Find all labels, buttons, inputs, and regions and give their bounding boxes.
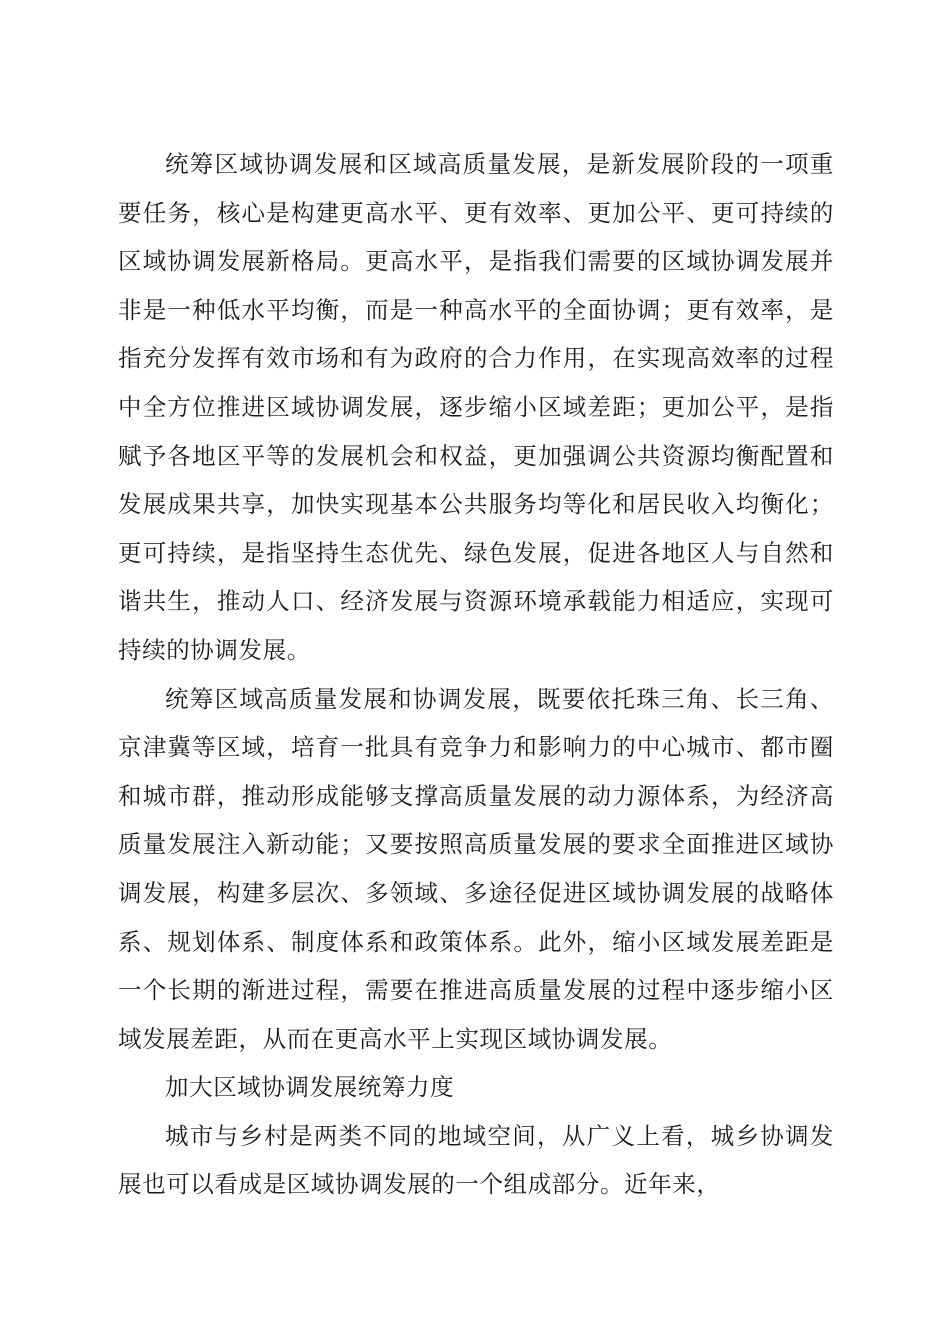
paragraph-1: 统筹区域协调发展和区域高质量发展，是新发展阶段的一项重要任务，核心是构建更高水平、更有效率、更加公平、更可持续的区域协调发展新格局。更高水平，是指我们需要的区域协调发展并非是一种低水平均衡，而是一种高水平的全面协调；更有效率，是指充分发挥有效市场和有为政府的合力作用，在实现高效率的过程中全方位推进区域协调发展，逐步缩小区域差距；更加公平，是指赋予各地区平等的发展机会和权益，更加强调公共资源均衡配置和发展成果共享，加快实现基本公共服务均等化和居民收入均衡化；更可持续，是指坚持生态优先、绿色发展，促进各地区人与自然和谐共生，推动人口、经济发展与资源环境承载能力相适应，实现可持续的协调发展。 bbox=[118, 150, 834, 664]
paragraph-2: 统筹区域高质量发展和协调发展，既要依托珠三角、长三角、京津冀等区域，培育一批具有竞争力和影响力的中心城市、都市圈和城市群，推动形成能够支撑高质量发展的动力源体系，为经济高质量发展注入新动能；又要按照高质量发展的要求全面推进区域协调发展，构建多层次、多领域、多途径促进区域协调发展的战略体系、规划体系、制度体系和政策体系。此外，缩小区域发展差距是一个长期的渐进过程，需要在推进高质量发展的过程中逐步缩小区域发展差距，从而在更高水平上实现区域协调发展。 bbox=[118, 684, 834, 1053]
paragraph-3: 城市与乡村是两类不同的地域空间，从广义上看，城乡协调发展也可以看成是区域协调发展的一个组成部分。近年来， bbox=[118, 1121, 834, 1199]
section-heading: 加大区域协调发展统筹力度 bbox=[165, 1073, 455, 1102]
document-body bbox=[118, 140, 834, 1209]
